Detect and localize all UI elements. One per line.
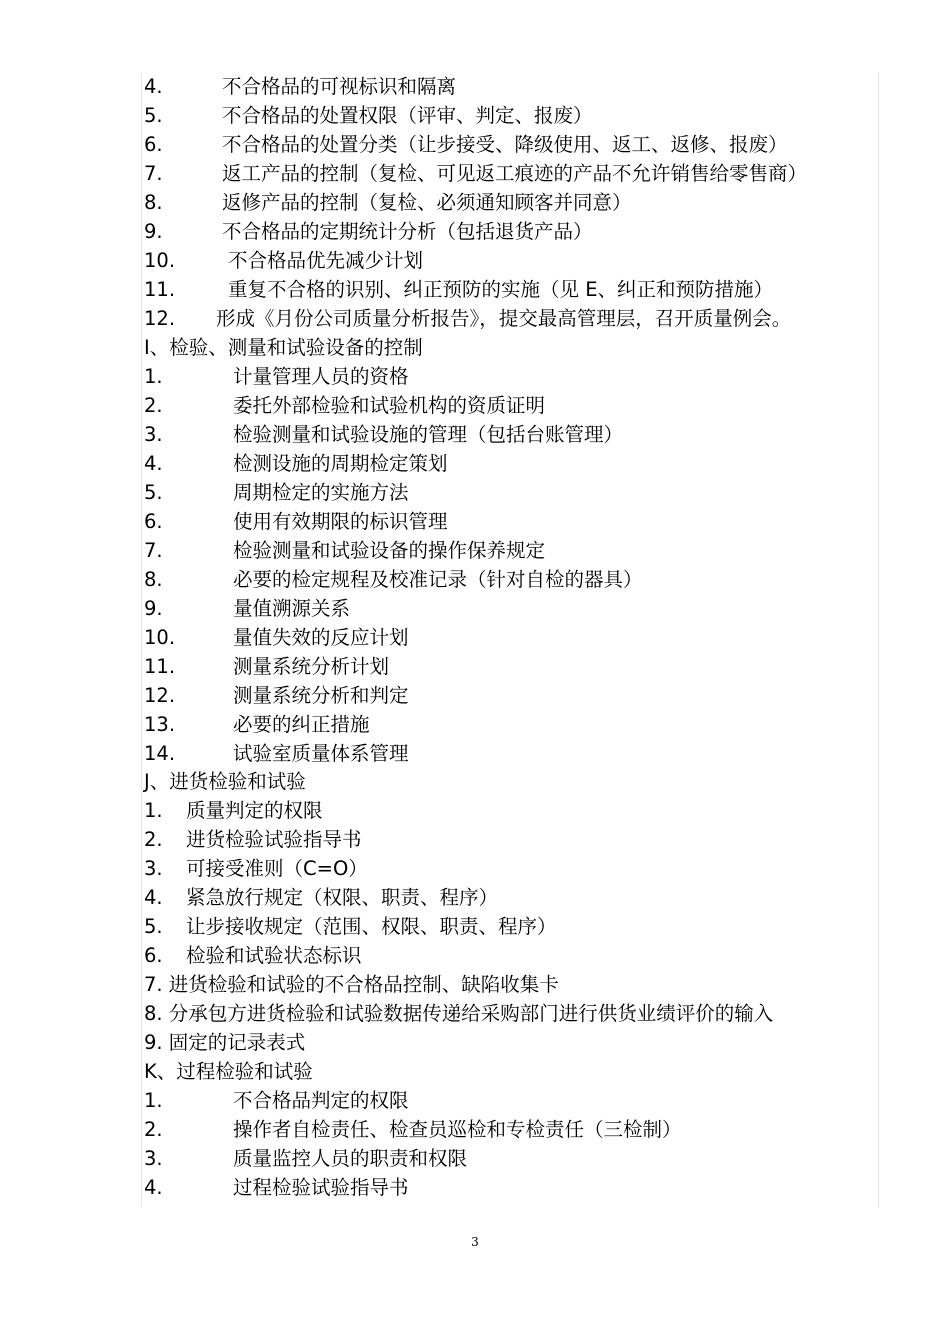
list-item-text: 不合格品的处置权限（评审、判定、报废）	[222, 104, 593, 127]
list-item-text: 周期检定的实施方法	[233, 481, 409, 504]
list-item-text: 质量监控人员的职责和权限	[233, 1147, 468, 1170]
list-item-text: 让步接收规定（范围、权限、职责、程序）	[186, 915, 557, 938]
list-item-plain: 9. 固定的记录表式	[144, 1031, 306, 1054]
list-item-text: 过程检验试验指导书	[233, 1176, 409, 1199]
list-item-number: 8.	[144, 191, 163, 214]
list-item-text: 不合格品的可视标识和隔离	[222, 75, 457, 98]
list-item-text: 计量管理人员的资格	[233, 365, 409, 388]
list-item-number: 1.	[144, 1089, 163, 1112]
section-heading-j: J、进货检验和试验	[144, 770, 306, 793]
list-item-number: 4.	[144, 886, 163, 909]
list-item-number: 7.	[144, 539, 163, 562]
list-item-number: 6.	[144, 510, 163, 533]
list-item-number: 13.	[144, 713, 176, 736]
list-item-text: 紧急放行规定（权限、职责、程序）	[186, 886, 499, 909]
list-item-number: 12.	[144, 684, 176, 707]
list-item-text: 不合格品的处置分类（让步接受、降级使用、返工、返修、报废）	[222, 133, 788, 156]
list-item-number: 6.	[144, 133, 163, 156]
list-item-number: 1.	[144, 799, 163, 822]
list-item-number: 9.	[144, 597, 163, 620]
list-item-number: 7.	[144, 162, 163, 185]
list-item-text: 测量系统分析和判定	[233, 684, 409, 707]
list-item-text: 返工产品的控制（复检、可见返工痕迹的产品不允许销售给零售商）	[222, 162, 808, 185]
list-item-number: 14.	[144, 742, 176, 765]
list-item-number: 3.	[144, 423, 163, 446]
section-heading-i: I、检验、测量和试验设备的控制	[144, 336, 423, 359]
list-item-plain: 7. 进货检验和试验的不合格品控制、缺陷收集卡	[144, 973, 559, 996]
list-item-text: 形成《月份公司质量分析报告》，提交最高管理层，召开质量例会。	[216, 307, 792, 330]
list-item-text: 使用有效期限的标识管理	[233, 510, 448, 533]
list-item-number: 1.	[144, 365, 163, 388]
list-item-text: 量值溯源关系	[233, 597, 351, 620]
list-item-text: 重复不合格的识别、纠正预防的实施（见 E、纠正和预防措施）	[228, 278, 774, 301]
list-item-number: 5.	[144, 104, 163, 127]
list-item-text: 必要的纠正措施	[233, 713, 370, 736]
list-item-text: 操作者自检责任、检查员巡检和专检责任（三检制）	[233, 1118, 682, 1141]
list-item-number: 2.	[144, 828, 163, 851]
section-heading-k: K、过程检验和试验	[144, 1060, 313, 1083]
page-number: 3	[471, 1235, 479, 1249]
list-item-number: 2.	[144, 394, 163, 417]
list-item-text: 量值失效的反应计划	[233, 626, 409, 649]
list-item-text: 质量判定的权限	[186, 799, 323, 822]
list-item-text: 委托外部检验和试验机构的资质证明	[233, 394, 546, 417]
list-item-number: 4.	[144, 452, 163, 475]
list-item-plain: 8. 分承包方进货检验和试验数据传递给采购部门进行供货业绩评价的输入	[144, 1002, 774, 1025]
list-item-number: 4.	[144, 1176, 163, 1199]
list-item-text: 必要的检定规程及校准记录（针对自检的器具）	[233, 568, 643, 591]
list-item-number: 11.	[144, 278, 176, 301]
list-item-number: 4.	[144, 75, 163, 98]
list-item-text: 检验测量和试验设备的操作保养规定	[233, 539, 546, 562]
list-item-number: 8.	[144, 568, 163, 591]
list-item-text: 检验和试验状态标识	[186, 944, 362, 967]
list-item-text: 检测设施的周期检定策划	[233, 452, 448, 475]
list-item-number: 3.	[144, 857, 163, 880]
list-item-number: 9.	[144, 220, 163, 243]
list-item-text: 进货检验试验指导书	[186, 828, 362, 851]
list-item-text: 可接受准则（C=O）	[186, 857, 368, 880]
list-item-text: 不合格品判定的权限	[233, 1089, 409, 1112]
list-item-number: 3.	[144, 1147, 163, 1170]
list-item-number: 10.	[144, 626, 176, 649]
list-item-number: 12.	[144, 307, 176, 330]
list-item-number: 2.	[144, 1118, 163, 1141]
list-item-text: 不合格品优先减少计划	[228, 249, 424, 272]
list-item-text: 不合格品的定期统计分析（包括退货产品）	[222, 220, 593, 243]
list-item-number: 5.	[144, 481, 163, 504]
list-item-text: 检验测量和试验设施的管理（包括台账管理）	[233, 423, 624, 446]
list-item-text: 试验室质量体系管理	[233, 742, 409, 765]
list-item-number: 6.	[144, 944, 163, 967]
list-item-number: 5.	[144, 915, 163, 938]
list-item-text: 返修产品的控制（复检、必须通知顾客并同意）	[222, 191, 632, 214]
list-item-number: 10.	[144, 249, 176, 272]
list-item-text: 测量系统分析计划	[233, 655, 390, 678]
list-item-number: 11.	[144, 655, 176, 678]
